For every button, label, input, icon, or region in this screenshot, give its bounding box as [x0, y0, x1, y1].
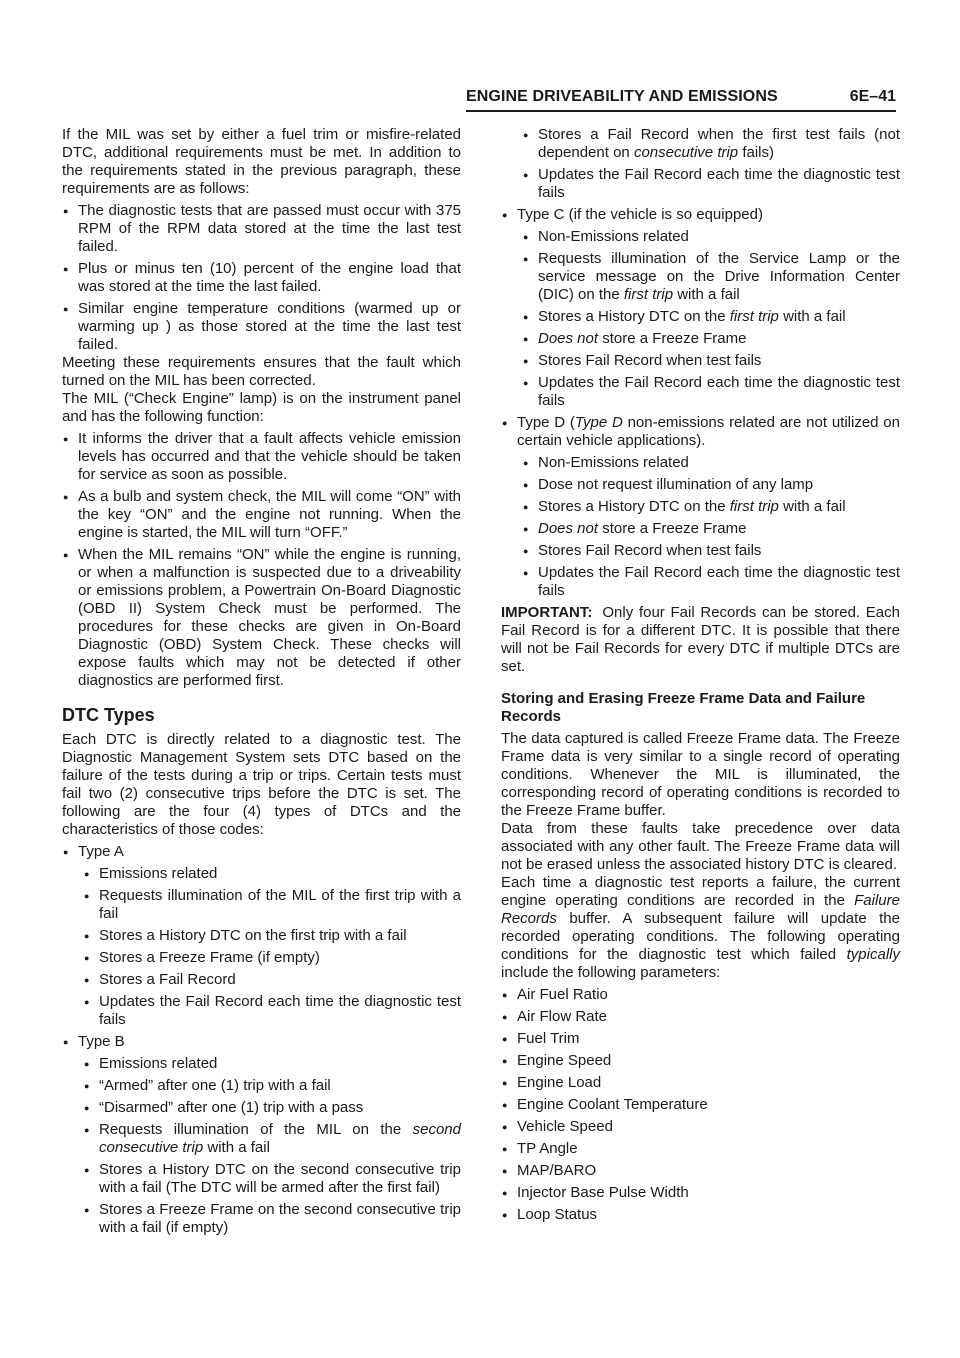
item-text: non-emissions related are not utilized on certain vehicle applications). — [517, 414, 900, 449]
list-item — [501, 126, 900, 162]
freeze-frame-paragraph: Data from these faults take precedence over data associated with any other fault. The Freeze Frame data will not be erased unless the associated history DTC is cleared. — [501, 820, 900, 873]
list-item: ● Updates the Fail Record each time the diagnostic test fails — [501, 166, 900, 202]
item-text: Requests illumination of the Service Lamp or the service message on the Drive Information Center (DIC) on the — [538, 250, 900, 303]
header-rule — [466, 110, 896, 112]
freeze-frame-heading: Storing and Erasing Freeze Frame Data and Failure Records — [501, 690, 866, 725]
dtc-paragraph: Each DTC is directly related to a diagnostic test. The Diagnostic Management System sets DTC based on the failure of the tests during a trip or trips. Certain tests must fail two (2) consecutive trips before the DTC is set. The following are the four (4) types of DTCs and the characteristics of those codes: — [62, 731, 461, 838]
list-item: ● Updates the Fail Record each time the diagnostic test fails — [62, 993, 461, 1029]
parameter-item: ● Fuel Trim — [501, 1030, 900, 1048]
list-item: ● Non-Emissions related — [501, 454, 900, 472]
freeze-frame-paragraph: The data captured is called Freeze Frame data. The Freeze Frame data is very similar to a single record of operating conditions. Whenever the MIL is illuminated, the corresponding record of operating conditions is recorded to the Freeze Frame buffer. — [501, 730, 900, 819]
item-emphasis: Does not — [538, 330, 599, 347]
mil-paragraph: The MIL (“Check Engine” lamp) is on the instrument panel and has the following function: — [62, 390, 461, 425]
item-emphasis: Type D — [574, 414, 623, 431]
parameter-item: ● Engine Speed — [501, 1052, 900, 1070]
left-column — [62, 126, 461, 1237]
important-note — [501, 604, 900, 676]
parameter-item: ● TP Angle — [501, 1140, 900, 1158]
type-b-item: ● Type B — [62, 1033, 461, 1051]
list-item: ● As a bulb and system check, the MIL will come “ON” with the key “ON” and the engine not running. When the engine is started, the MIL will turn “OFF.” — [62, 488, 461, 542]
list-item: ● “Armed” after one (1) trip with a fail — [62, 1077, 461, 1095]
important-label: IMPORTANT: — [501, 604, 593, 621]
parameter-item: ● Air Flow Rate — [501, 1008, 900, 1026]
list-item: ● Stores a Freeze Frame (if empty) — [62, 949, 461, 967]
list-item — [62, 1121, 461, 1157]
list-item — [501, 330, 900, 348]
list-item: ● Emissions related — [62, 1055, 461, 1073]
list-item: ● Updates the Fail Record each time the diagnostic test fails — [501, 564, 900, 600]
right-column — [501, 126, 900, 1224]
type-d-item — [501, 414, 900, 450]
item-emphasis: first trip — [623, 286, 674, 303]
item-text: with a fail — [203, 1139, 270, 1156]
item-text: Stores a Fail Record when the first test fails (not dependent on — [538, 126, 900, 161]
list-item: ● Stores a Fail Record — [62, 971, 461, 989]
parameter-item: ● MAP/BARO — [501, 1162, 900, 1180]
list-item — [501, 308, 900, 326]
item-text: with a fail — [673, 286, 740, 303]
important-text: Only four Fail Records can be stored. Each Fail Record is for a different DTC. It is possible that there will not be Fail Records for every DTC if multiple DTCs are set. — [501, 604, 900, 675]
parameter-item: ● Engine Load — [501, 1074, 900, 1092]
list-item — [501, 520, 900, 538]
item-text: fails) — [738, 144, 774, 161]
para-text: Each time a diagnostic test reports a failure, the current engine operating conditions are recorded in the — [501, 874, 900, 909]
list-item: ● Similar engine temperature conditions (warmed up or warming up ) as those stored at the time the last test failed. — [62, 300, 461, 354]
type-a-item: ● Type A — [62, 843, 461, 861]
section-title: ENGINE DRIVEABILITY AND EMISSIONS — [466, 88, 778, 105]
parameter-item: ● Air Fuel Ratio — [501, 986, 900, 1004]
page-number: 6E–41 — [849, 88, 896, 105]
item-text: Stores a History DTC on the — [538, 308, 730, 325]
intro-paragraph: If the MIL was set by either a fuel trim or misfire-related DTC, additional requirements must be met. In addition to the requirements stated in the previous paragraph, these requirements are as follows: — [62, 126, 461, 197]
item-text: Type D ( — [517, 414, 575, 431]
dtc-types-heading: DTC Types — [62, 705, 155, 725]
type-c-item: ● Type C (if the vehicle is so equipped) — [501, 206, 900, 224]
item-emphasis: Does not — [538, 520, 599, 537]
list-item: ● It informs the driver that a fault affects vehicle emission levels has occurred and that the vehicle should be taken for service as soon as possible. — [62, 430, 461, 484]
parameter-item: ● Engine Coolant Temperature — [501, 1096, 900, 1114]
list-item: ● Stores a History DTC on the second consecutive trip with a fail (The DTC will be armed after the first fail) — [62, 1161, 461, 1197]
list-item — [501, 250, 900, 304]
item-text: with a fail — [778, 308, 846, 325]
parameter-item: ● Injector Base Pulse Width — [501, 1184, 900, 1202]
list-item — [501, 498, 900, 516]
list-item: ● Plus or minus ten (10) percent of the engine load that was stored at the time the last failed. — [62, 260, 461, 296]
list-item: ● Updates the Fail Record each time the diagnostic test fails — [501, 374, 900, 410]
item-emphasis: consecutive trip — [633, 144, 739, 161]
item-text: Stores a History DTC on the — [538, 498, 730, 515]
para-text: include the following parameters: — [501, 964, 721, 981]
item-text: Requests illumination of the MIL on the — [99, 1121, 413, 1138]
para-text: buffer. A subsequent failure will update the recorded operating conditions. The following operating conditions for the diagnostic test which failed — [501, 910, 900, 963]
list-item: ● Non-Emissions related — [501, 228, 900, 246]
list-item: ● Stores Fail Record when test fails — [501, 352, 900, 370]
list-item: ● Emissions related — [62, 865, 461, 883]
item-emphasis: first trip — [729, 308, 779, 325]
list-item: ● Stores a History DTC on the first trip with a fail — [62, 927, 461, 945]
parameter-item: ● Vehicle Speed — [501, 1118, 900, 1136]
list-item: ● Stores a Freeze Frame on the second consecutive trip with a fail (if empty) — [62, 1201, 461, 1237]
meeting-paragraph: Meeting these requirements ensures that the fault which turned on the MIL has been corrected. — [62, 354, 461, 389]
list-item: ● “Disarmed” after one (1) trip with a pass — [62, 1099, 461, 1117]
list-item: ● The diagnostic tests that are passed must occur with 375 RPM of the RPM data stored at the time the last test failed. — [62, 202, 461, 256]
list-item: ● Dose not request illumination of any lamp — [501, 476, 900, 494]
list-item: ● When the MIL remains “ON” while the engine is running, or when a malfunction is suspected due to a driveability or emissions problem, a Powertrain On-Board Diagnostic (OBD II) System Check must be performed. The procedures for these checks are given in On-Board Diagnostic (OBD) System Check. These checks will expose faults which may not be detected if other diagnostics are performed first. — [62, 546, 461, 690]
item-text: with a fail — [778, 498, 846, 515]
item-emphasis: first trip — [729, 498, 779, 515]
para-emphasis: typically — [846, 946, 900, 963]
item-text: store a Freeze Frame — [598, 520, 747, 537]
failure-records-paragraph — [501, 874, 900, 982]
para-emphasis: Failure Records — [501, 892, 900, 927]
item-text: store a Freeze Frame — [598, 330, 747, 347]
parameter-item: ● Loop Status — [501, 1206, 900, 1224]
list-item: ● Requests illumination of the MIL of the first trip with a fail — [62, 887, 461, 923]
item-emphasis: second consecutive trip — [99, 1121, 461, 1156]
page-header — [466, 88, 896, 112]
list-item: ● Stores Fail Record when test fails — [501, 542, 900, 560]
